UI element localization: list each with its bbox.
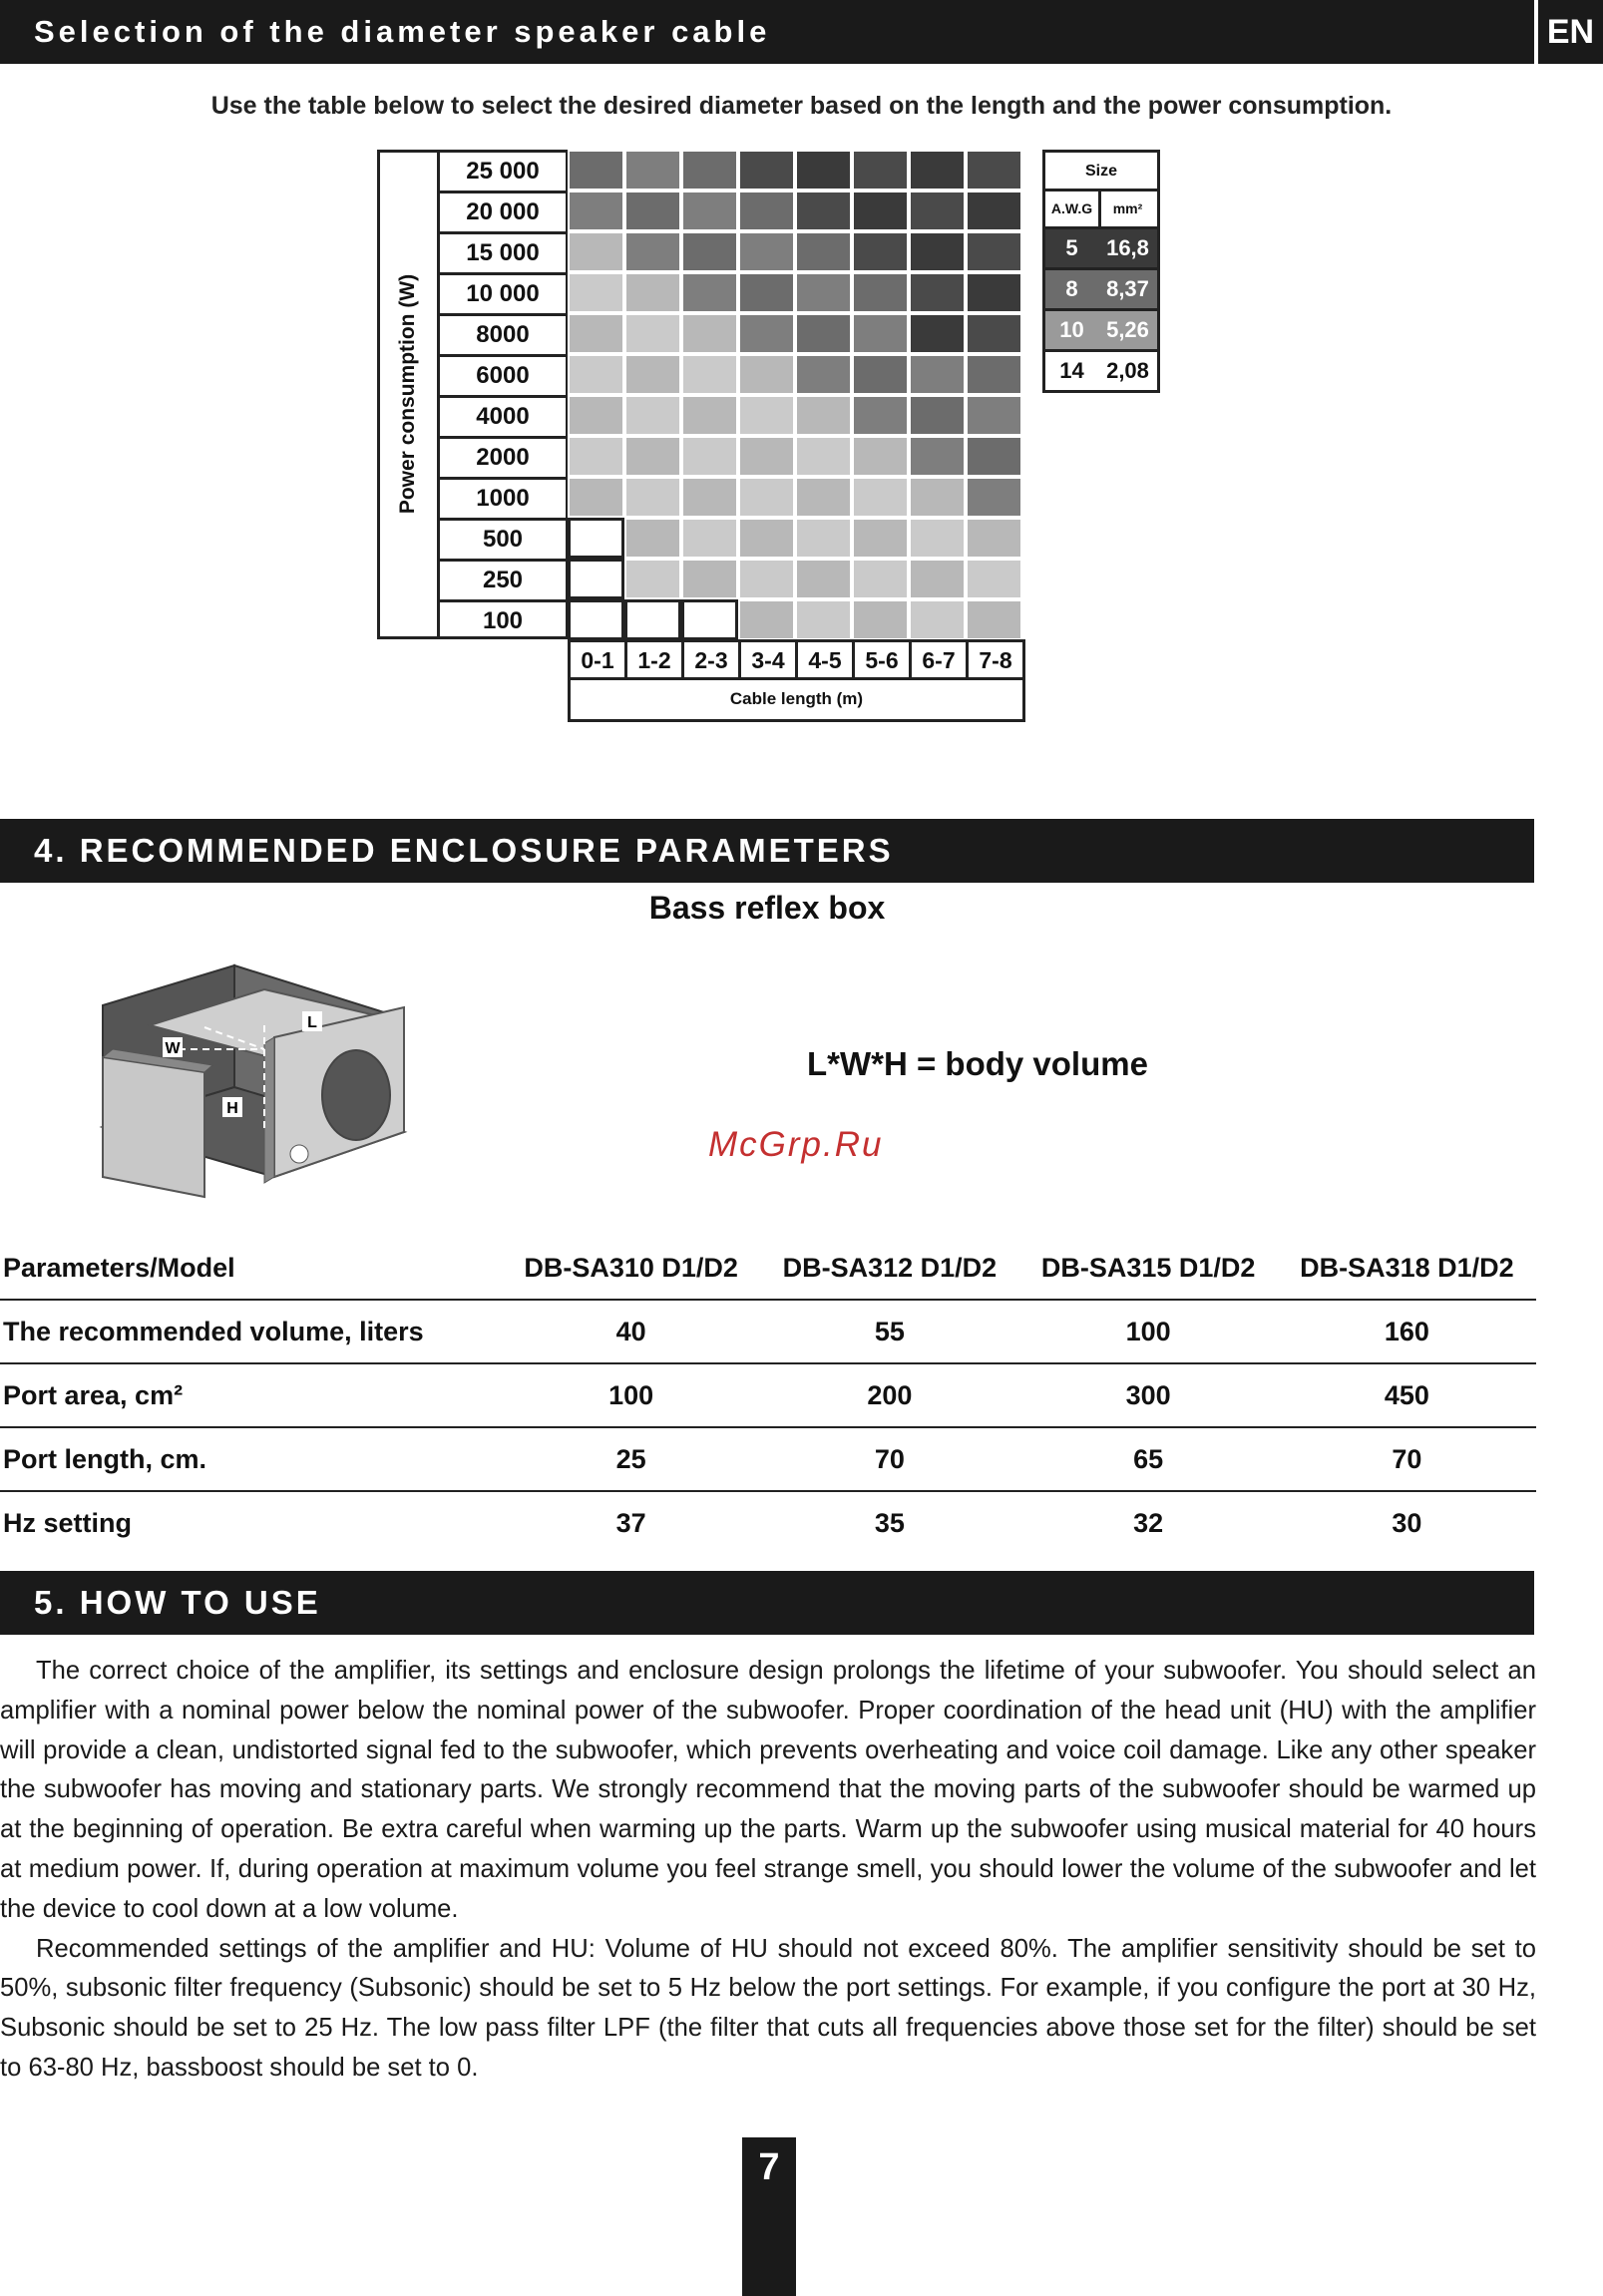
length-range-label: 3-4 [738,639,798,680]
size-mm-value: 8,37 [1098,270,1160,311]
gauge-cell [795,231,852,272]
gauge-cell [624,477,681,518]
gauge-cell [909,395,966,436]
gauge-cell [852,559,909,599]
power-level-label: 25 000 [440,153,566,193]
table-cell: 40 [502,1300,760,1363]
gauge-cell [681,354,738,395]
length-range-label: 2-3 [681,639,741,680]
table-cell: 25 [502,1427,760,1491]
gauge-cell [795,150,852,191]
gauge-cell [681,191,738,231]
gauge-cell [852,518,909,559]
how-to-use-text [0,1652,1536,2089]
gauge-cell [852,599,909,640]
gauge-cell [966,150,1022,191]
table-cell: 70 [1278,1427,1536,1491]
table-cell: 70 [760,1427,1018,1491]
table-cell: The recommended volume, liters [0,1300,502,1363]
length-label: L [307,1014,317,1031]
table-cell: Port length, cm. [0,1427,502,1491]
gauge-cell [852,477,909,518]
gauge-cell [795,559,852,599]
power-level-label: 250 [440,562,566,602]
gauge-cell [738,518,795,559]
table-header-row [0,1237,1536,1300]
table-cell: 30 [1392,1507,1422,1538]
gauge-cell [795,518,852,559]
gauge-cell [624,599,681,640]
gauge-cell [624,354,681,395]
gauge-cell [568,191,624,231]
gauge-cell [568,477,624,518]
table-header-cell: Parameters/Model [0,1237,502,1300]
gauge-cell [738,477,795,518]
power-level-label: 15 000 [440,234,566,275]
gauge-cell [738,354,795,395]
gauge-cell [681,231,738,272]
bass-reflex-title: Bass reflex box [648,890,886,926]
size-mm-value: 5,26 [1098,311,1160,352]
gauge-cell [852,395,909,436]
parameters-table [0,1237,1536,1554]
gauge-cell [966,231,1022,272]
power-level-label: 10 000 [440,275,566,316]
table-cell: 300 [1019,1363,1278,1427]
gauge-cell [738,150,795,191]
power-level-label: 2000 [440,439,566,480]
table-cell: Hz setting [3,1507,133,1538]
gauge-cell [909,559,966,599]
gauge-cell [568,518,624,559]
length-range-label: 7-8 [966,639,1025,680]
gauge-cell [624,518,681,559]
gauge-cell [852,191,909,231]
gauge-cell [738,313,795,354]
gauge-cell [738,559,795,599]
gauge-cell [909,231,966,272]
table-cell: 37 [615,1507,646,1538]
power-level-label: 100 [482,607,524,634]
power-levels-column [440,150,569,639]
gauge-cell [738,191,795,231]
gauge-cell [681,599,738,640]
gauge-cell [681,150,738,191]
gauge-cell [681,395,738,436]
gauge-cell [738,599,795,640]
paragraph: The correct choice of the amplifier, its settings and enclosure design prolongs the lifetime of your subwoofer. You should select an amplifier with a nominal power below the nominal power of the subwoofer. Proper coordination of the head unit (HU) with the amplifier will provide a clean, undistorted signal fed to the subwoofer, which prevents overheating and voice coil damage. Like any other speaker the subwoofer has moving and stationary parts. We strongly recommend that the moving parts of the subwoofer should be warmed up at the beginning of operation. Be extra careful when warming up the parts. Warm up the subwoofer using musical material for 40 hours at medium power. If, during operation at maximum volume you feel strange smell, you should lower the volume of the subwoofer and let the device to cool down at a low volume. [0,1657,1536,1923]
gauge-cell [568,559,624,599]
gauge-cell [568,231,624,272]
table-cell: 100 [502,1363,760,1427]
gauge-cell [909,477,966,518]
gauge-cell [568,272,624,313]
power-level-label: 4000 [440,398,566,439]
gauge-cell [966,518,1022,559]
gauge-cell [624,231,681,272]
gauge-cell [966,272,1022,313]
gauge-cell [795,313,852,354]
gauge-cell [624,436,681,477]
size-legend-mm-header: mm² [1098,191,1160,229]
table-cell: 100 [1019,1300,1278,1363]
gauge-cell [738,272,795,313]
gauge-cell [852,231,909,272]
gauge-cell [624,559,681,599]
length-range-label: 5-6 [852,639,912,680]
gauge-cell [909,150,966,191]
table-cell: 450 [1278,1363,1536,1427]
page-number: 7 [742,2137,796,2296]
table-row [0,1300,1536,1363]
gauge-cell [681,477,738,518]
power-level-label: 8000 [440,316,566,357]
size-awg-value: 8 [1042,270,1101,311]
page-title: Selection of the diameter speaker cable [34,14,771,49]
table-header-cell: DB-SA318 D1/D2 [1278,1237,1536,1300]
gauge-cell [568,599,624,640]
size-awg-value: 5 [1042,229,1101,270]
height-label: H [226,1100,238,1117]
table-row [0,1427,1536,1491]
table-cell: 160 [1278,1300,1536,1363]
table-header-cell: DB-SA312 D1/D2 [760,1237,1018,1300]
gauge-cell [681,436,738,477]
gauge-cell [909,313,966,354]
table-header-cell: DB-SA315 D1/D2 [1019,1237,1278,1300]
size-legend-awg-header: A.W.G [1042,191,1101,229]
gauge-cell [795,436,852,477]
volume-formula: L*W*H = body volume [807,1045,1148,1082]
enclosure-diagram [95,957,424,1207]
gauge-cell [966,191,1022,231]
gauge-cell [738,436,795,477]
gauge-cell [624,272,681,313]
section-4-title: 4. RECOMMENDED ENCLOSURE PARAMETERS [34,832,894,869]
gauge-cell [909,191,966,231]
gauge-cell [795,272,852,313]
gauge-cell [966,313,1022,354]
gauge-cell [738,395,795,436]
gauge-cell [681,559,738,599]
watermark: McGrp.Ru [708,1125,884,1164]
gauge-cell [568,436,624,477]
gauge-cell [966,477,1022,518]
gauge-cell [852,313,909,354]
length-range-label: 6-7 [909,639,969,680]
table-row [0,1363,1536,1427]
table-cell: 55 [760,1300,1018,1363]
gauge-cell [966,436,1022,477]
gauge-cell [624,395,681,436]
gauge-cell [568,150,624,191]
table-cell: Port area, cm² [0,1363,502,1427]
paragraph: Recommended settings of the amplifier and HU: Volume of HU should not exceed 80%. The amplifier sensitivity should be set to 50%, subsonic filter frequency (Subsonic) should be set to 5 Hz below the port settings. For example, if you configure the port at 30 Hz, Subsonic should be set to 25 Hz. The low pass filter LPF (the filter that cuts all frequencies above those set for the filter) should be set to 63-80 Hz, bassboost should be set to 0. [0,1934,1536,2082]
gauge-cell [909,599,966,640]
size-legend-title: Size [1042,150,1160,191]
gauge-cell [624,150,681,191]
y-axis-label: Power consumption (W) [396,273,419,515]
table-cell: 65 [1019,1427,1278,1491]
gauge-cell [852,354,909,395]
x-axis-label: Cable length (m) [568,680,1025,722]
size-mm-value: 16,8 [1098,229,1160,270]
gauge-cell [795,354,852,395]
power-level-label: 20 000 [440,193,566,234]
table-cell: 35 [874,1507,905,1538]
gauge-cell [966,599,1022,640]
section-5-title: 5. HOW TO USE [34,1584,321,1621]
language-badge: EN [1538,0,1603,64]
power-level-label: 6000 [440,357,566,398]
table-row [0,1491,1536,1554]
gauge-cell [738,231,795,272]
gauge-cell [568,395,624,436]
table-cell: 200 [760,1363,1018,1427]
gauge-cell [681,518,738,559]
length-range-label: 0-1 [568,639,627,680]
gauge-cell [795,599,852,640]
power-level-label: 1000 [440,480,566,521]
power-level-label: 500 [440,521,566,562]
gauge-cell [624,313,681,354]
size-awg-value: 10 [1042,311,1101,352]
table-header-cell: DB-SA310 D1/D2 [502,1237,760,1300]
gauge-cell [795,395,852,436]
gauge-cell [966,559,1022,599]
gauge-cell [624,191,681,231]
width-label: W [165,1040,181,1057]
gauge-cell [966,354,1022,395]
gauge-cell [568,313,624,354]
size-mm-value: 2,08 [1098,352,1160,393]
table-cell: 32 [1133,1507,1164,1538]
gauge-cell [681,313,738,354]
gauge-cell [852,436,909,477]
length-range-label: 4-5 [795,639,855,680]
gauge-cell [909,518,966,559]
gauge-cell [795,191,852,231]
gauge-cell [909,272,966,313]
gauge-cell [681,272,738,313]
gauge-cell [966,395,1022,436]
gauge-cell [795,477,852,518]
gauge-cell [852,150,909,191]
gauge-cell [909,354,966,395]
gauge-cell [568,354,624,395]
size-awg-value: 14 [1042,352,1101,393]
gauge-cell [852,272,909,313]
gauge-cell [909,436,966,477]
intro-text: Use the table below to select the desired diameter based on the length and the power consumption. [210,92,1393,120]
length-range-label: 1-2 [624,639,684,680]
